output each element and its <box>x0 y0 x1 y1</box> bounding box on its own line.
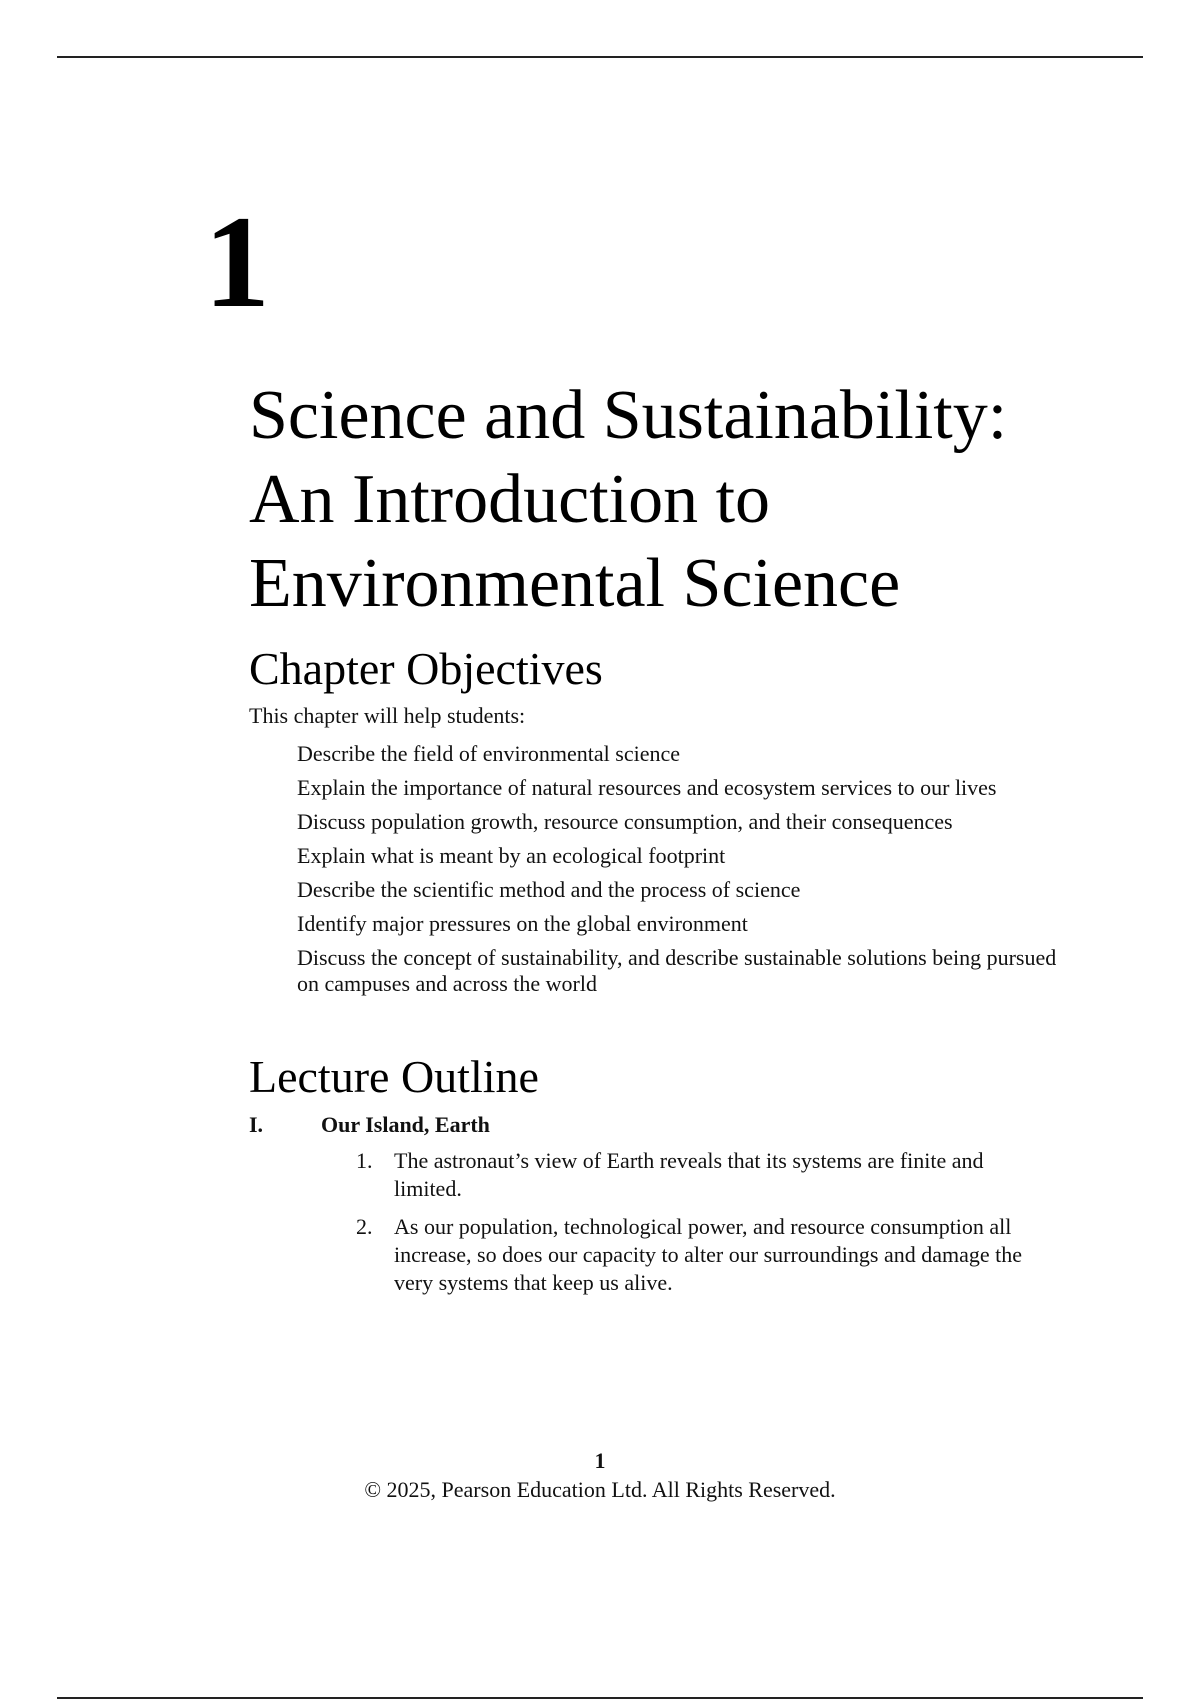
chapter-number: 1 <box>204 188 270 335</box>
chapter-title-line: Science and Sustainability: <box>249 377 1008 454</box>
outline-point <box>356 1147 1056 1203</box>
objective-item: Explain what is meant by an ecological footprint <box>297 843 726 868</box>
outline-point <box>356 1213 1056 1297</box>
outline-points-list <box>356 1147 1056 1307</box>
point-text: The astronaut’s view of Earth reveals that its systems are finite and limited. <box>394 1148 984 1201</box>
copyright-notice: © 2025, Pearson Education Ltd. All Rights Reserved. <box>364 1477 836 1502</box>
objective-item: Identify major pressures on the global environment <box>297 911 748 936</box>
point-number: 2. <box>356 1214 373 1239</box>
objectives-heading: Chapter Objectives <box>249 643 603 694</box>
chapter-title <box>249 374 1149 626</box>
page-number: 1 <box>594 1448 606 1473</box>
outline-heading: Lecture Outline <box>249 1051 539 1102</box>
point-text: As our population, technological power, and resource consumption all increase, so does our capacity to alter our surroundings and damage the very systems that keep us alive. <box>394 1214 1023 1295</box>
objective-item: Discuss the concept of sustainability, and describe sustainable solutions being pursued on campuses and across the world <box>297 945 1057 996</box>
outline-section-heading <box>249 1112 490 1138</box>
section-numeral: I. <box>249 1112 264 1137</box>
top-rule <box>57 56 1143 58</box>
point-number: 1. <box>356 1148 373 1173</box>
objectives-intro: This chapter will help students: <box>249 703 526 728</box>
objective-item: Discuss population growth, resource consumption, and their consequences <box>297 809 953 834</box>
objective-item: Explain the importance of natural resources and ecosystem services to our lives <box>297 775 997 800</box>
objective-item: Describe the scientific method and the process of science <box>297 877 801 902</box>
objectives-list <box>297 741 1057 1005</box>
chapter-title-line: Environmental Science <box>249 545 901 622</box>
chapter-title-line: An Introduction to <box>249 461 771 538</box>
bottom-rule <box>57 1697 1143 1699</box>
objective-item: Describe the field of environmental science <box>297 741 681 766</box>
section-title: Our Island, Earth <box>321 1112 490 1137</box>
